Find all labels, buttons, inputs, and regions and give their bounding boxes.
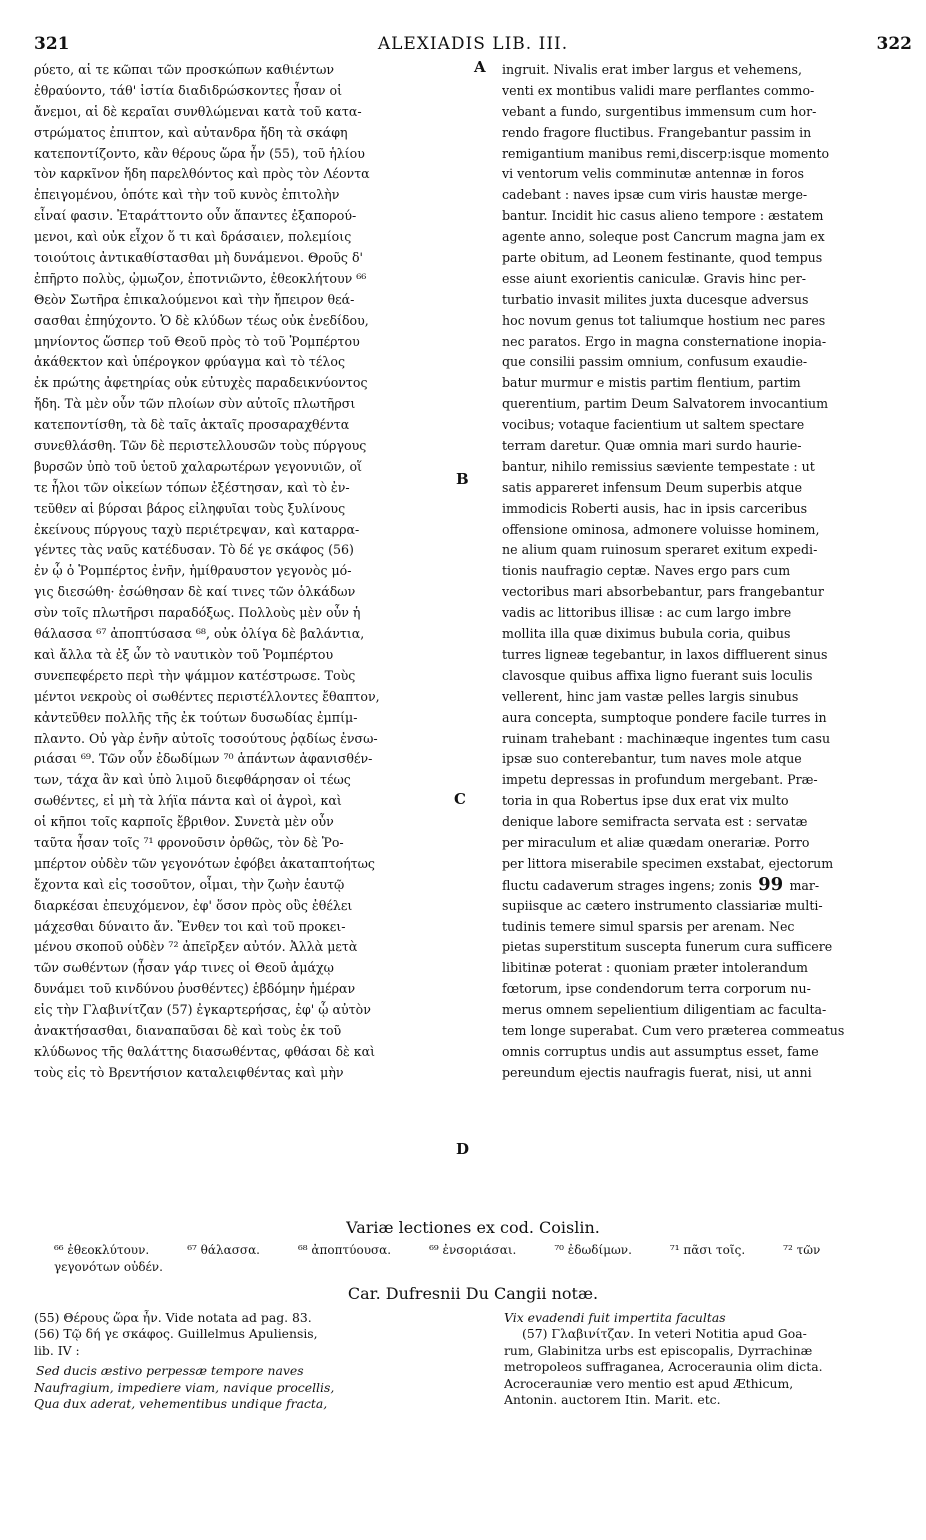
margin-letter-c: C [454,790,466,808]
greek-line: ἤδη. Τὰ μὲν οὖν τῶν πλοίων σὺν αὐτοῖς πλωτῆρσι [34,396,356,412]
latin-line: venti ex montibus validi mare perflantes commo- [502,82,815,98]
greek-line: τῶν σωθέντων (ἦσαν γάρ τινες οἱ Θεοῦ ἀμάχῳ [34,960,334,976]
greek-line: Θεὸν Σωτῆρα ἐπικαλούμενοι καὶ τὴν ἤπειρον θεά- [34,291,355,307]
note-line: metropoleos suffraganea, Acroceraunia olim dicta. [504,1359,823,1375]
greek-line: ριάσαι ⁶⁹. Τῶν οὖν ἐδωδίμων ⁷⁰ ἁπάντων ἀφανισθέν- [34,751,373,767]
page-marker: 99 [751,873,790,895]
greek-line: ἀκάθεκτον καὶ ὑπέρογκον φρύαγμα καὶ τὸ τέλος [34,354,346,370]
variant-reading: ⁷⁰ ἐδωδίμων. [554,1243,632,1257]
latin-line: esse aiunt exorientis caniculæ. Gravis hinc per- [502,270,806,286]
latin-line: parte obitum, ad Leonem festinante, quod tempus [502,250,823,266]
greek-line: ρύετο, αἱ τε κῶπαι τῶν προσκώπων καθιέντων [34,62,335,77]
greek-line: τὸν καρκῖνον ἤδη παρελθόντος καὶ πρὸς τὸν Λέοντα [34,166,370,182]
greek-line: οἱ κῆποι τοῖς καρποῖς ἔβριθον. Συνετὰ μὲν οὖν [34,814,334,830]
greek-line: μενοι, καὶ οὐκ εἶχον ὅ τι καὶ δράσαιεν, πολεμίοις [34,229,352,245]
variant-reading: ⁷² τῶν [783,1243,821,1257]
greek-line: μπέρτον οὐδὲν τῶν γεγονότων ἐφόβει ἀκαταπτοήτως [34,855,375,871]
latin-line: aura concepta, sumptoque pondere facile turres in [502,709,827,725]
latin-line: terram daretur. Quæ omnia mari surdo haurie- [502,438,802,454]
note-line: Antonin. auctorem Itin. Marit. etc. [504,1392,721,1408]
latin-line: tudinis temere simul sparsis per arenam. Nec [502,918,795,934]
greek-line: διαρκέσαι ἐπευχόμενον, ἐφ' ὅσον πρὸς οὓς ἐθέλει [34,897,353,913]
latin-line: pietas superstitum suscepta funerum cura sufficere [502,939,833,955]
greek-line: μηνίοντος ὥσπερ τοῦ Θεοῦ πρὸς τὸ τοῦ Ῥομπέρτου [34,333,360,349]
latin-line: libitinæ poterat : quoniam præter intolerandum [502,960,809,976]
latin-column [502,60,912,1084]
latin-line: que consilii passim omnium, confusum exaudie- [502,354,808,370]
greek-line: δυνάμει τοῦ κινδύνου ῥυσθέντες) ἑβδόμην ἡμέραν [34,981,356,997]
latin-line-end: mar- [789,877,820,893]
latin-line: mollita illa quæ diximus bubula coria, quibus [502,626,791,642]
greek-line: σὺν τοῖς πλωτῆρσι παραδόξως. Πολλοὺς μὲν οὖν ἡ [34,605,361,621]
greek-column [34,60,464,1084]
greek-line: κατεποντίσθη, τὰ δὲ ταῖς ἀκταῖς προσαραχθέντα [34,417,350,433]
greek-line: πλαντο. Οὐ γὰρ ἐνῆν αὐτοῖς τοσούτους ῥᾳδίως ἐνσω- [34,730,378,746]
greek-line: συνεθλάσθη. Τῶν δὲ περιστελλουσῶν τοὺς πύργους [34,438,367,454]
latin-line: vocibus; votaque facientium ut saltem spectare [502,417,805,433]
greek-line: εἶναί φασιν. Ἐταράττοντο οὖν ἅπαντες ἐξαπορού- [34,208,357,224]
latin-line: vellerent, hinc jam vastæ pelles largis sinubus [502,688,799,704]
margin-letter-b: B [456,470,469,488]
greek-line: μένου σκοποῦ οὐδὲν ⁷² ἀπεῖρξεν αὐτόν. Ἀλλὰ μετὰ [34,939,358,955]
latin-line: toria in qua Robertus ipse dux erat vix multo [502,793,789,809]
latin-line: vebant a fundo, surgentibus immensum cum hor- [502,103,817,119]
latin-line: hoc novum genus tot taliumque hostium nec pares [502,312,826,328]
greek-line: εἰς τὴν Γλαβινίτζαν (57) ἐγκαρτερήσας, ἐφ' ᾧ αὐτὸν [34,1002,371,1018]
latin-line: clavosque quibus affixa ligno fuerant suis loculis [502,667,813,683]
verse-line: Vix evadendi fuit impertita facultas [504,1310,726,1325]
greek-line: τοιούτοις ἀντικαθίστασθαι μὴ δυνάμενοι. Θροῦς δ' [34,250,364,266]
latin-line: impetu depressas in profundum mergebant. Præ- [502,772,818,788]
running-header [34,30,912,60]
greek-line: ἐκ πρώτης ἀφετηρίας οὐκ εὐτυχὲς παραδεικνύοντος [34,375,368,391]
note-line: (55) Θέρους ὥρα ἦν. Vide notata ad pag. 83. [34,1310,312,1325]
variae-row [54,1242,912,1259]
variant-reading: ⁶⁶ ἐθεοκλύτουν. [54,1243,150,1257]
latin-line: querentium, partim Deum Salvatorem invocantium [502,396,829,412]
variae-continuation: γεγονότων οὐδέν. [54,1260,163,1274]
verse-line: Naufragium, impediere viam, navique procellis, [34,1379,335,1395]
greek-line: στρώματος ἐπιπτον, καὶ αὐτανδρα ἤδη τὰ σκάφη [34,124,348,140]
greek-line: συνεπεφέρετο περὶ τὴν ψάμμον κατέστρωσε. Τοὺς [34,667,356,683]
greek-line: τε ἧλοι τῶν οἰκείων τόπων ἐξέστησαν, καὶ τὸ ἐν- [34,479,350,495]
note-line: Acrocerauniæ vero mentio est apud Æthicum, [504,1375,794,1391]
latin-line: rendo fragore fluctibus. Frangebantur passim in [502,124,812,140]
latin-line: vadis ac littoribus illisæ : ac cum largo imbre [502,605,792,621]
greek-line: ἐν ᾧ ὁ Ῥομπέρτος ἐνῆν, ἡμίθραυστον γεγονὸς μό- [34,563,352,579]
latin-line: pereundum ejectis naufragis fuerat, nisi, ut anni [502,1064,812,1080]
greek-line: μέντοι νεκροὺς οἱ σωθέντες περιστέλλοντες ἔθαπτον, [34,688,380,704]
latin-line: immodicis Roberti ausis, hac in ipsis carceribus [502,500,808,516]
running-title: ALEXIADIS LIB. III. [377,34,569,54]
greek-line: των, τάχα ἂν καὶ ὑπὸ λιμοῦ διεφθάρησαν οἱ τέως [34,772,351,788]
greek-line: καὶ ἄλλα τὰ ἐξ ὧν τὸ ναυτικὸν τοῦ Ῥομπέρτου [34,646,334,662]
greek-line: κατεποντίζοντο, κἂν θέρους ὥρα ἦν (55), τοῦ ἡλίου [34,145,365,161]
latin-line: cadebant : naves ipsæ cum viris haustæ merge- [502,187,808,203]
notes-right [504,1310,904,1408]
right-page-number: 322 [876,34,912,54]
variant-reading: ⁶⁹ ἐνσοριάσαι. [429,1243,517,1257]
latin-line: ipsæ suo conterebantur, tum naves mole atque [502,751,802,767]
latin-line: bantur, nihilo remissius sæviente tempestate : ut [502,458,815,474]
note-line: lib. IV : [34,1342,80,1358]
greek-line: μάχεσθαι δύναιτο ἄν. Ἔνθεν τοι καὶ τοῦ προκει- [34,918,346,934]
variae-lectiones [34,1242,912,1284]
variant-reading: ⁶⁸ ἀποπτύουσα. [298,1243,392,1257]
latin-line: turbatio invasit milites juxta ducesque adversus [502,291,809,307]
latin-line: denique labore semifracta servata est : servatæ [502,814,808,830]
latin-line: ruinam trahebant : machinæque ingentes tum casu [502,730,831,746]
greek-line: κἀντεῦθεν πολλῆς τῆς ἐκ τούτων δυσωδίας ἐμπίμ- [34,709,358,725]
latin-line: vi ventorum velis comminutæ antennæ in foros [502,166,804,182]
greek-line: τεῦθεν αἱ βύρσαι βάρος εἰληφυῖαι τοὺς ξυλίνους [34,500,346,516]
latin-line: ingruit. Nivalis erat imber largus et vehemens, [502,62,802,77]
notes-title: Car. Dufresnii Du Cangii notæ. [347,1284,599,1303]
note-line: rum, Glabinitza urbs est episcopalis, Dyrrachinæ [504,1342,813,1358]
latin-line: agente anno, soleque post Cancrum magna jam ex [502,229,825,245]
variant-reading: ⁶⁷ θάλασσα. [187,1243,260,1257]
latin-line: vectoribus mari absorbebantur, pars frangebantur [502,584,824,600]
latin-line: remigantium manibus remi,discerp:isque momento [502,145,830,161]
latin-line: fœtorum, ipse condendorum terra corporum nu- [502,981,811,997]
latin-line: per miraculum et aliæ quædam onerariæ. Porro [502,834,810,850]
greek-line: ἐπῆρτο πολὺς, ᾠμωζον, ἐποτνιῶντο, ἐθεοκλήτουν ⁶⁶ [34,270,367,286]
variae-title: Variæ lectiones ex cod. Coislin. [346,1218,600,1237]
greek-line: γις διεσώθη· ἐσώθησαν δὲ καί τινες τῶν ὁλκάδων [34,584,356,600]
latin-line: turres ligneæ tegebantur, in laxos diffluerent sinus [502,646,828,662]
greek-line: ἐπειγομένου, ὁπότε καὶ τὴν τοῦ κυνὸς ἐπιτολὴν [34,187,340,203]
greek-line: ταῦτα ἦσαν τοῖς ⁷¹ φρονοῦσιν ὀρθῶς, τὸν δὲ Ῥο- [34,834,344,850]
greek-line: κλύδωνος τῆς θαλάττης διασωθέντας, φθάσαι δὲ καὶ [34,1043,376,1059]
latin-line: batur murmur e mistis partim flentium, partim [502,375,801,391]
latin-line: nec paratos. Ergo in magna consternatione inopia- [502,333,827,349]
verse-line: Sed ducis æstivo perpessæ tempore naves [36,1363,304,1379]
latin-line: per littora miserabile specimen exstabat, ejectorum [502,855,834,871]
latin-line: tem longe superabat. Cum vero præterea commeatus [502,1022,845,1038]
latin-line: omnis corruptus undis aut assumptus esset, fame [502,1043,819,1059]
greek-line: ἐκείνους πύργους ταχὺ περιέτρεψαν, καὶ καταρρα- [34,521,360,537]
margin-letter-a: A [474,58,486,76]
latin-line: bantur. Incidit hic casus alieno tempore : æstatem [502,208,824,224]
verse-line: Qua dux aderat, vehementibus undique fracta, [34,1396,328,1412]
greek-line: ἄνεμοι, αἱ δὲ κεραῖαι συνθλώμεναι κατὰ τοῦ κατα- [34,103,362,119]
latin-line: fluctu cadaverum strages ingens; zonis 99 mar- [502,873,820,895]
greek-line: ἔχοντα καὶ εἰς τοσοῦτον, οἶμαι, τὴν ζωὴν ἑαυτῷ [34,876,345,892]
left-page-number: 321 [34,34,70,54]
greek-line: ἐθραύοντο, τάθ' ἱστία διαδιδρώσκοντες ἦσαν οἱ [34,82,343,98]
latin-line: merus omnem sepelientium diligentiam ac faculta- [502,1002,827,1018]
greek-line: γέντες τὰς ναῦς κατέδυσαν. Τὸ δέ γε σκάφος (56) [34,542,354,558]
note-line: (56) Τῷ δή γε σκάφος. Guillelmus Apuliensis, [34,1326,318,1342]
greek-line: θάλασσα ⁶⁷ ἀποπτύσασα ⁶⁸, οὐκ ὀλίγα δὲ βαλάντια, [34,626,365,642]
latin-line: supiisque ac cætero instrumento classiariæ multi- [502,897,823,913]
note-line: (57) Γλαβινίτζαν. In veteri Notitia apud Goa- [522,1326,807,1342]
notes-block [34,1310,912,1450]
two-column-body [34,60,912,1210]
variant-reading: ⁷¹ πᾶσι τοῖς. [669,1243,746,1257]
latin-line: satis appareret infensum Deum superbis atque [502,479,803,495]
margin-letter-d: D [456,1140,470,1158]
greek-line: τοὺς εἰς τὸ Βρεντήσιον καταλειφθέντας καὶ μὴν [34,1064,344,1080]
notes-left [34,1310,454,1412]
latin-line: tionis naufragio ceptæ. Naves ergo pars cum [502,563,791,579]
greek-line: βυρσῶν ὑπὸ τοῦ ὑετοῦ χαλαρωτέρων γεγονυιῶν, οἵ [34,458,362,474]
latin-line: offensione ominosa, admonere voluisse hominem, [502,521,820,537]
greek-line: ἀνακτήσασθαι, διαναπαῦσαι δὲ καὶ τοὺς ἐκ τοῦ [34,1022,342,1038]
latin-line: ne alium quam ruinosum speraret exitum expedi- [502,542,818,558]
greek-line: σασθαι ἐπηύχοντο. Ὁ δὲ κλύδων τέως οὐκ ἐνεδίδου, [34,312,369,328]
greek-line: σωθέντες, εἰ μὴ τὰ λήϊα πάντα καὶ οἱ ἀγροὶ, καὶ [34,793,342,809]
